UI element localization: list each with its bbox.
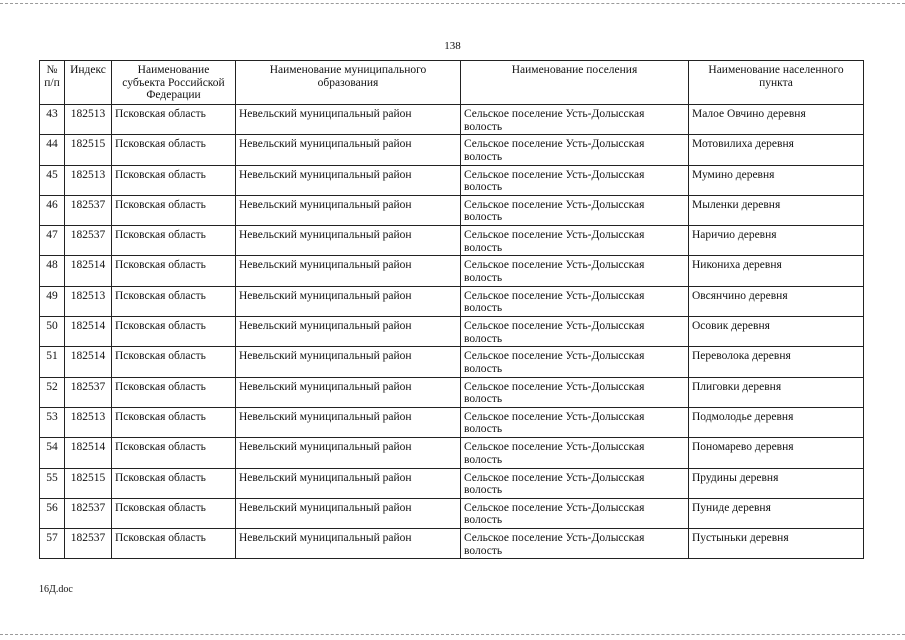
- cell-municipality: Невельский муниципальный район: [236, 165, 461, 195]
- cell-settlement: Сельское поселение Усть-Долысская волость: [461, 347, 689, 377]
- cell-municipality: Невельский муниципальный район: [236, 135, 461, 165]
- table-row: [40, 468, 864, 498]
- cell-municipality: Невельский муниципальный район: [236, 317, 461, 347]
- cell-index: 182515: [65, 135, 112, 165]
- cell-num: 53: [40, 407, 65, 437]
- scan-edge-top: [0, 3, 905, 4]
- cell-locality: Прудины деревня: [689, 468, 864, 498]
- cell-settlement: Сельское поселение Усть-Долысская волость: [461, 286, 689, 316]
- cell-num: 56: [40, 498, 65, 528]
- cell-municipality: Невельский муниципальный район: [236, 498, 461, 528]
- cell-locality: Малое Овчино деревня: [689, 105, 864, 135]
- cell-locality: Никониха деревня: [689, 256, 864, 286]
- cell-locality: Мыленки деревня: [689, 195, 864, 225]
- table-row: [40, 377, 864, 407]
- column-header-municipality: Наименование муниципального образования: [236, 61, 461, 105]
- cell-index: 182537: [65, 498, 112, 528]
- cell-settlement: Сельское поселение Усть-Долысская волость: [461, 135, 689, 165]
- table-row: [40, 105, 864, 135]
- cell-num: 49: [40, 286, 65, 316]
- cell-subject: Псковская область: [112, 377, 236, 407]
- cell-subject: Псковская область: [112, 317, 236, 347]
- table-row: [40, 347, 864, 377]
- table-row: [40, 438, 864, 468]
- cell-subject: Псковская область: [112, 468, 236, 498]
- cell-subject: Псковская область: [112, 438, 236, 468]
- cell-settlement: Сельское поселение Усть-Долысская волость: [461, 256, 689, 286]
- footer-file-name: 16Д.doc: [39, 584, 73, 595]
- column-header-subject: Наименование субъекта Российской Федерации: [112, 61, 236, 105]
- cell-num: 44: [40, 135, 65, 165]
- cell-settlement: Сельское поселение Усть-Долысская волость: [461, 377, 689, 407]
- cell-locality: Пустыньки деревня: [689, 529, 864, 559]
- cell-index: 182515: [65, 468, 112, 498]
- cell-index: 182537: [65, 195, 112, 225]
- cell-municipality: Невельский муниципальный район: [236, 256, 461, 286]
- cell-subject: Псковская область: [112, 529, 236, 559]
- cell-municipality: Невельский муниципальный район: [236, 195, 461, 225]
- table-row: [40, 529, 864, 559]
- cell-settlement: Сельское поселение Усть-Долысская волость: [461, 407, 689, 437]
- cell-num: 48: [40, 256, 65, 286]
- cell-subject: Псковская область: [112, 407, 236, 437]
- cell-num: 51: [40, 347, 65, 377]
- table-row: [40, 286, 864, 316]
- cell-index: 182513: [65, 286, 112, 316]
- cell-settlement: Сельское поселение Усть-Долысская волость: [461, 529, 689, 559]
- settlements-table: [39, 60, 864, 559]
- cell-subject: Псковская область: [112, 226, 236, 256]
- cell-num: 54: [40, 438, 65, 468]
- cell-subject: Псковская область: [112, 286, 236, 316]
- cell-settlement: Сельское поселение Усть-Долысская волость: [461, 195, 689, 225]
- cell-municipality: Невельский муниципальный район: [236, 407, 461, 437]
- cell-settlement: Сельское поселение Усть-Долысская волость: [461, 105, 689, 135]
- cell-locality: Наричио деревня: [689, 226, 864, 256]
- cell-municipality: Невельский муниципальный район: [236, 468, 461, 498]
- cell-locality: Пуниде деревня: [689, 498, 864, 528]
- cell-locality: Мумино деревня: [689, 165, 864, 195]
- table-row: [40, 407, 864, 437]
- cell-num: 55: [40, 468, 65, 498]
- cell-index: 182513: [65, 407, 112, 437]
- cell-locality: Подмолодье деревня: [689, 407, 864, 437]
- cell-municipality: Невельский муниципальный район: [236, 347, 461, 377]
- cell-subject: Псковская область: [112, 105, 236, 135]
- cell-municipality: Невельский муниципальный район: [236, 286, 461, 316]
- cell-index: 182514: [65, 256, 112, 286]
- cell-num: 57: [40, 529, 65, 559]
- cell-settlement: Сельское поселение Усть-Долысская волость: [461, 498, 689, 528]
- cell-index: 182537: [65, 377, 112, 407]
- cell-subject: Псковская область: [112, 498, 236, 528]
- cell-locality: Осовик деревня: [689, 317, 864, 347]
- scan-edge-bottom: [0, 634, 905, 635]
- cell-settlement: Сельское поселение Усть-Долысская волость: [461, 317, 689, 347]
- table-row: [40, 317, 864, 347]
- cell-index: 182514: [65, 438, 112, 468]
- table-row: [40, 226, 864, 256]
- cell-settlement: Сельское поселение Усть-Долысская волость: [461, 438, 689, 468]
- table-row: [40, 135, 864, 165]
- cell-municipality: Невельский муниципальный район: [236, 377, 461, 407]
- cell-municipality: Невельский муниципальный район: [236, 105, 461, 135]
- cell-locality: Плиговки деревня: [689, 377, 864, 407]
- cell-locality: Пономарево деревня: [689, 438, 864, 468]
- cell-subject: Псковская область: [112, 165, 236, 195]
- cell-subject: Псковская область: [112, 347, 236, 377]
- cell-settlement: Сельское поселение Усть-Долысская волость: [461, 226, 689, 256]
- cell-index: 182514: [65, 317, 112, 347]
- cell-municipality: Невельский муниципальный район: [236, 529, 461, 559]
- cell-municipality: Невельский муниципальный район: [236, 438, 461, 468]
- table-row: [40, 256, 864, 286]
- table-body: [40, 105, 864, 559]
- cell-index: 182513: [65, 165, 112, 195]
- cell-num: 50: [40, 317, 65, 347]
- page-number: 138: [444, 40, 461, 52]
- table-row: [40, 195, 864, 225]
- cell-locality: Мотовилиха деревня: [689, 135, 864, 165]
- cell-locality: Овсянчино деревня: [689, 286, 864, 316]
- cell-locality: Переволока деревня: [689, 347, 864, 377]
- cell-subject: Псковская область: [112, 195, 236, 225]
- cell-index: 182537: [65, 226, 112, 256]
- table-row: [40, 498, 864, 528]
- cell-settlement: Сельское поселение Усть-Долысская волость: [461, 468, 689, 498]
- cell-num: 46: [40, 195, 65, 225]
- cell-index: 182513: [65, 105, 112, 135]
- table-header-row: [40, 61, 864, 105]
- cell-index: 182537: [65, 529, 112, 559]
- column-header-settlement: Наименование поселения: [461, 61, 689, 105]
- column-header-num: № п/п: [40, 61, 65, 105]
- column-header-index: Индекс: [65, 61, 112, 105]
- cell-settlement: Сельское поселение Усть-Долысская волость: [461, 165, 689, 195]
- cell-num: 47: [40, 226, 65, 256]
- cell-num: 43: [40, 105, 65, 135]
- cell-index: 182514: [65, 347, 112, 377]
- column-header-locality: Наименование населенного пункта: [689, 61, 864, 105]
- cell-subject: Псковская область: [112, 256, 236, 286]
- cell-num: 52: [40, 377, 65, 407]
- cell-num: 45: [40, 165, 65, 195]
- cell-municipality: Невельский муниципальный район: [236, 226, 461, 256]
- table-row: [40, 165, 864, 195]
- cell-subject: Псковская область: [112, 135, 236, 165]
